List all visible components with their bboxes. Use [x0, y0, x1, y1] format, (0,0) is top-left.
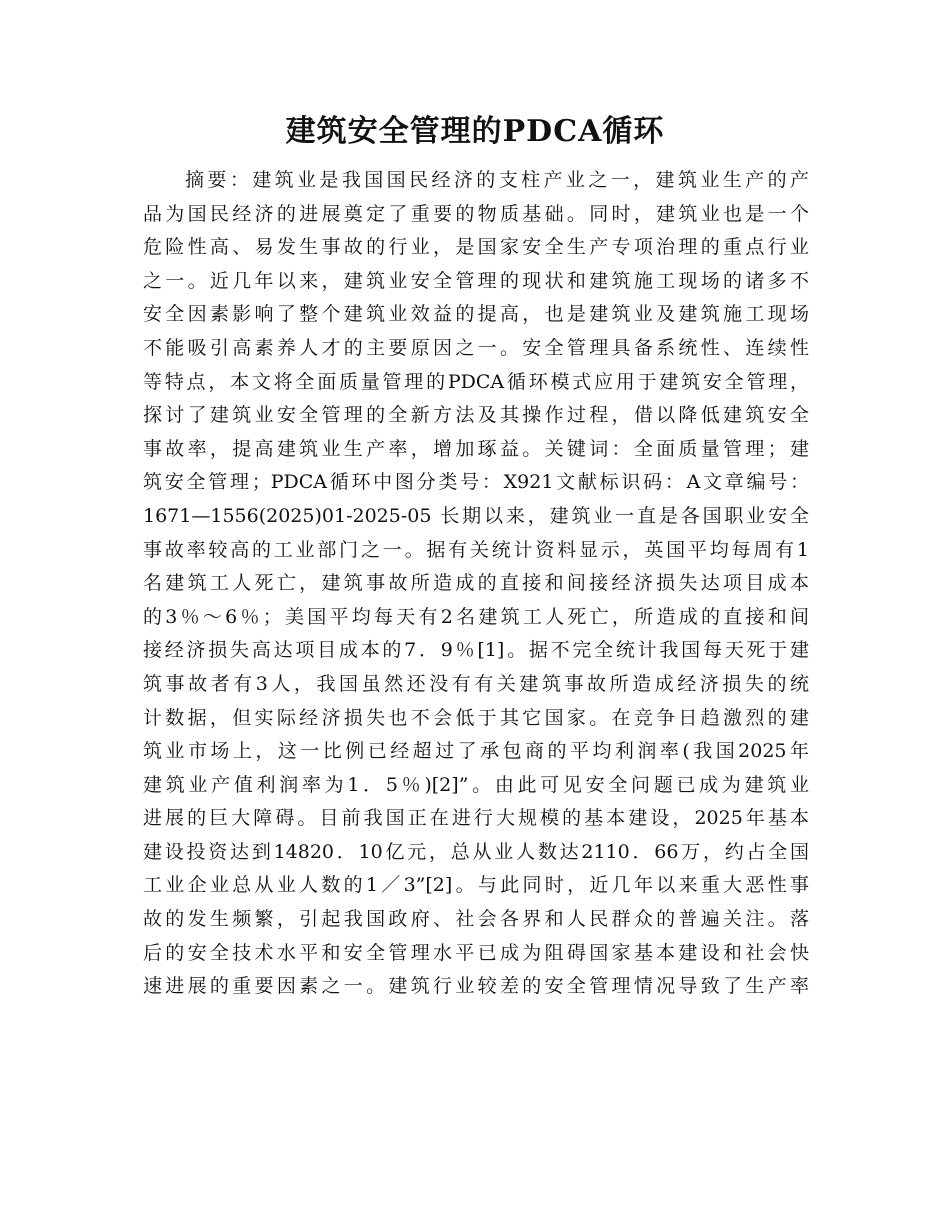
text-line: 摘要：建筑业是我国国民经济的支柱产业之一，建筑业生产的产 — [185, 169, 809, 191]
document-body — [143, 164, 809, 1004]
document-title: 建筑安全管理的PDCA循环 — [285, 114, 665, 149]
text-line: 接经济损失高达项目成本的7．9％[1]。据不完全统计我国每天死于建 — [143, 639, 809, 662]
text-line: 安全因素影响了整个建筑业效益的提高，也是建筑业及建筑施工现场 — [143, 303, 809, 326]
text-line: 不能吸引高素养人才的主要原因之一。安全管理具备系统性、连续性 — [143, 336, 809, 359]
text-line: 计数据，但实际经济损失也不会低于其它国家。在竞争日趋激烈的建 — [143, 706, 809, 729]
text-line: 事故率较高的工业部门之一。据有关统计资料显示，英国平均每周有1 — [143, 538, 809, 561]
text-line: 工业企业总从业人数的1／3”[2]。与此同时，近几年以来重大恶性事 — [143, 874, 809, 897]
text-line: 危险性高、易发生事故的行业，是国家安全生产专项治理的重点行业 — [143, 236, 809, 259]
text-line: 建设投资达到14820．10亿元，总从业人数达2110．66万，约占全国 — [143, 840, 809, 863]
text-line: 之一。近几年以来，建筑业安全管理的现状和建筑施工现场的诸多不 — [143, 269, 809, 292]
text-line: 等特点，本文将全面质量管理的PDCA循环模式应用于建筑安全管理， — [143, 370, 809, 393]
text-line: 品为国民经济的进展奠定了重要的物质基础。同时，建筑业也是一个 — [143, 202, 809, 225]
text-line: 进展的巨大障碍。目前我国正在进行大规模的基本建设，2025年基本 — [143, 807, 809, 830]
text-line: 事故率，提高建筑业生产率，增加琢益。关键词：全面质量管理；建 — [143, 437, 809, 460]
text-line: 速进展的重要因素之一。建筑行业较差的安全管理情况导致了生产率 — [143, 975, 809, 998]
text-line: 筑业市场上，这一比例已经超过了承包商的平均利润率(我国2025年 — [143, 740, 809, 763]
text-line: 后的安全技术水平和安全管理水平已成为阻碍国家基本建设和社会快 — [143, 941, 809, 964]
text-line: 探讨了建筑业安全管理的全新方法及其操作过程，借以降低建筑安全 — [143, 404, 809, 427]
text-line: 建筑业产值利润率为1．5％)[2]”。由此可见安全问题已成为建筑业 — [143, 773, 809, 796]
text-line: 筑事故者有3人，我国虽然还没有有关建筑事故所造成经济损失的统 — [143, 672, 809, 695]
text-line: 名建筑工人死亡，建筑事故所造成的直接和间接经济损失达项目成本 — [143, 572, 809, 595]
text-line: 1671—1556(2025)01-2025-05 长期以来，建筑业一直是各国职业安全 — [143, 504, 809, 527]
text-line: 的3％～6％；美国平均每天有2名建筑工人死亡，所造成的直接和间 — [143, 605, 809, 628]
text-line: 筑安全管理；PDCA循环中图分类号：X921文献标识码：A文章编号： — [143, 471, 809, 494]
text-line: 故的发生频繁，引起我国政府、社会各界和人民群众的普遍关注。落 — [143, 908, 809, 931]
